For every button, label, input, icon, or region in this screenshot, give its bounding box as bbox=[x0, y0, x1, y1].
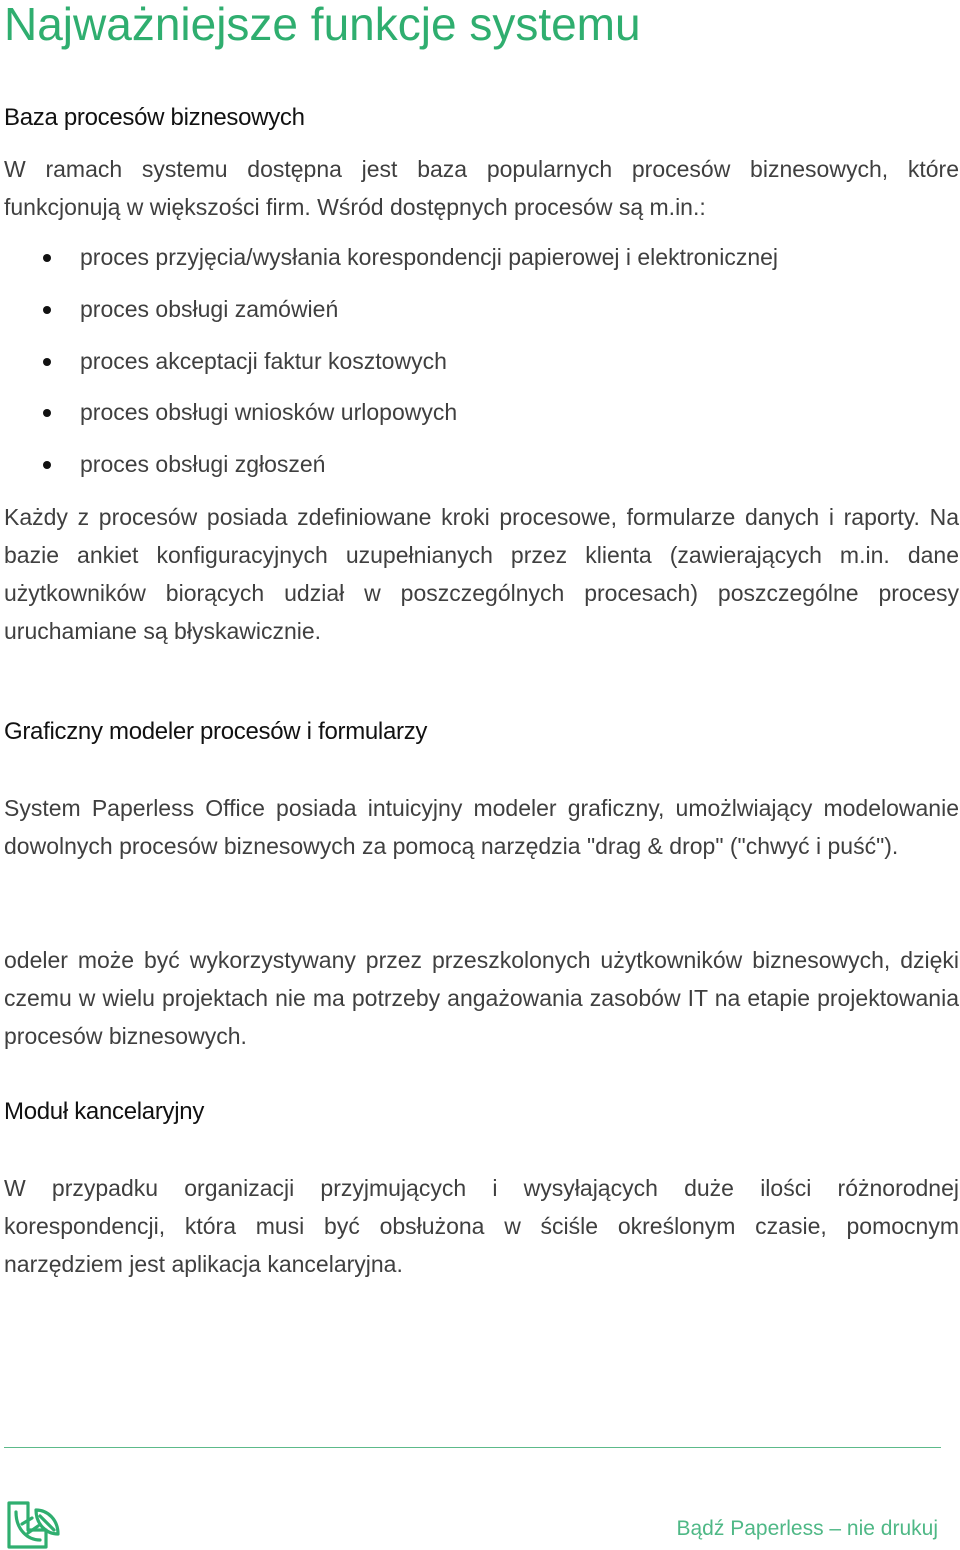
section-heading-graphic-modeler: Graficzny modeler procesów i formularzy bbox=[4, 718, 428, 745]
list-item-text: proces akceptacji faktur kosztowych bbox=[80, 347, 447, 374]
section-heading-business-processes: Baza procesów biznesowych bbox=[4, 104, 305, 131]
list-item-text: proces obsługi zamówień bbox=[80, 295, 339, 322]
bullet-icon bbox=[43, 461, 51, 469]
list-item bbox=[0, 393, 900, 445]
page-title: Najważniejsze funkcje systemu bbox=[4, 0, 641, 50]
bullet-icon bbox=[43, 254, 51, 262]
list-item bbox=[0, 290, 900, 342]
process-list bbox=[0, 238, 900, 497]
bullet-icon bbox=[43, 409, 51, 417]
section-body-paragraph: Każdy z procesów posiada zdefiniowane kroki procesowe, formularze danych i raporty. Na bazie ankiet konfiguracyjnych uzupełnianych przez klienta (zawierających m.in. dane użytkowników biorących udział w poszczególnych procesach) poszczególne procesy uruchamiane są błyskawicznie. bbox=[4, 504, 959, 644]
list-item-text: proces obsługi wniosków urlopowych bbox=[80, 399, 458, 426]
list-item-text: proces przyjęcia/wysłania korespondencji papierowej i elektronicznej bbox=[80, 244, 779, 270]
modeler-paragraph-2: odeler może być wykorzystywany przez przeszkolonych użytkowników biznesowych, dzięki czemu w wielu projektach nie ma potrzeby angażowania zasobów IT na etapie projektowania procesów biznesowych. bbox=[4, 947, 959, 1049]
list-item bbox=[0, 342, 900, 394]
list-item-text: proces obsługi zgłoszeń bbox=[80, 451, 326, 478]
footer-divider bbox=[4, 1447, 941, 1448]
chancellery-paragraph: W przypadku organizacji przyjmujących i wysyłających duże ilości różnorodnej korespondencji, która musi być obsłużona w ściśle określonym czasie, pomocnym narzędziem jest aplikacja kancelaryjna. bbox=[4, 1175, 959, 1277]
section-intro-paragraph: W ramach systemu dostępna jest baza popularnych procesów biznesowych, które funkcjonują w większości firm. Wśród dostępnych procesów są m.in.: bbox=[4, 156, 959, 220]
bullet-icon bbox=[43, 306, 51, 314]
leaf-paperless-logo-icon bbox=[6, 1500, 64, 1550]
footer-tagline: Bądź Paperless – nie drukuj bbox=[676, 1517, 938, 1540]
list-item bbox=[0, 238, 900, 290]
list-item bbox=[0, 445, 900, 497]
modeler-paragraph-1: System Paperless Office posiada intuicyjny modeler graficzny, umożlwiający modelowanie dowolnych procesów biznesowych za pomocą narzędzia "drag & drop" ("chwyć i puść"). bbox=[4, 795, 959, 859]
bullet-icon bbox=[43, 358, 51, 366]
section-heading-chancellery-module: Moduł kancelaryjny bbox=[4, 1098, 205, 1125]
